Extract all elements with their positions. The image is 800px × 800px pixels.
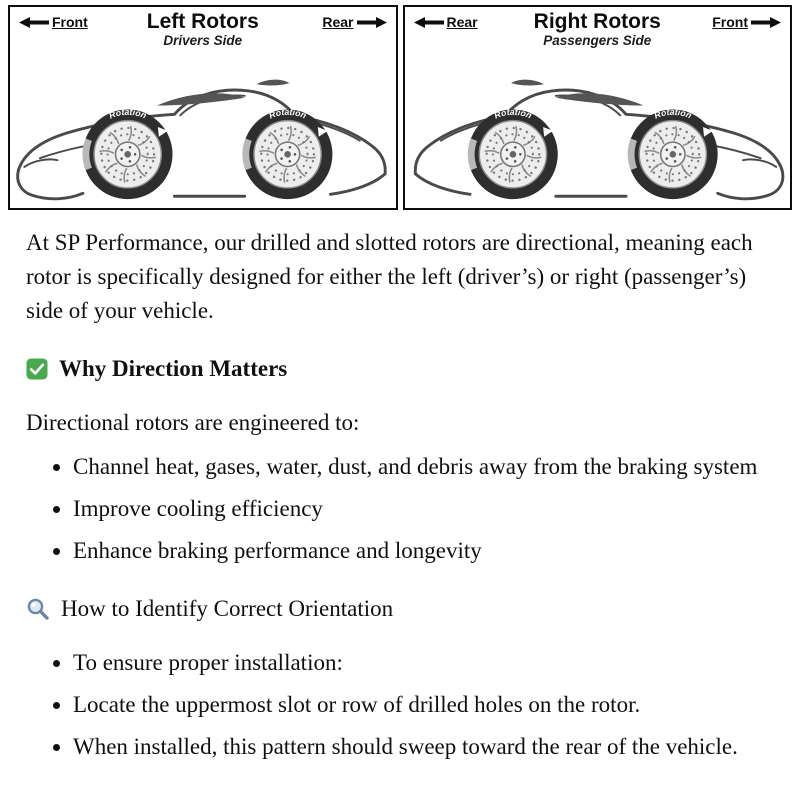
left-car-illustration: [10, 49, 396, 205]
left-panel-header: [10, 7, 396, 49]
arrow-left-icon: [19, 17, 49, 28]
list-item: • When installed, this pattern should sweep toward the rear of the vehicle.: [73, 730, 774, 764]
rear-direction-label: [414, 14, 478, 30]
direction-text: Front: [712, 14, 748, 30]
arrow-left-icon: [414, 17, 444, 28]
panel-subtitle: Passengers Side: [543, 33, 652, 49]
check-mark-icon: [26, 358, 48, 380]
rotor-diagram: [0, 0, 800, 210]
arrow-right-icon: [751, 17, 781, 28]
list-item: • Channel heat, gases, water, dust, and debris away from the braking system: [73, 450, 774, 484]
front-direction-label: [19, 14, 88, 30]
arrow-right-icon: [357, 17, 387, 28]
list-item: • Enhance braking performance and longevity: [73, 534, 774, 568]
section-title: How to Identify Correct Orientation: [61, 596, 394, 622]
section-title: Why Direction Matters: [59, 356, 288, 382]
panel-title: Right Rotors: [533, 10, 661, 33]
right-rotors-panel: [403, 5, 793, 210]
panel-subtitle: Drivers Side: [163, 33, 243, 49]
why-bullet-list: [26, 450, 774, 568]
list-item: • Locate the uppermost slot or row of drilled holes on the rotor.: [73, 688, 774, 722]
list-item: • Improve cooling efficiency: [73, 492, 774, 526]
article-body: [0, 210, 800, 764]
front-direction-label: [712, 14, 781, 30]
heading-why-direction-matters: [26, 352, 774, 386]
magnifier-icon: [26, 597, 50, 621]
right-car-illustration: [405, 49, 791, 205]
intro-paragraph: At SP Performance, our drilled and slotted rotors are directional, meaning each rotor is specifically designed for either the left (driver’s) or right (passenger’s) side of your vehicle.: [26, 230, 753, 324]
panel-title: Left Rotors: [146, 10, 259, 33]
direction-text: Front: [52, 14, 88, 30]
list-item: • To ensure proper installation:: [73, 646, 774, 680]
how-bullet-list: [26, 646, 774, 764]
heading-identify-orientation: [26, 592, 774, 626]
left-rotors-panel: [8, 5, 398, 210]
lead-paragraph: Directional rotors are engineered to:: [26, 410, 360, 436]
rear-direction-label: [322, 14, 386, 30]
rotor-wheel: [83, 107, 173, 199]
direction-text: Rear: [446, 14, 478, 30]
right-panel-header: [405, 7, 791, 49]
rotor-wheel: [627, 107, 717, 199]
direction-text: Rear: [322, 14, 354, 30]
